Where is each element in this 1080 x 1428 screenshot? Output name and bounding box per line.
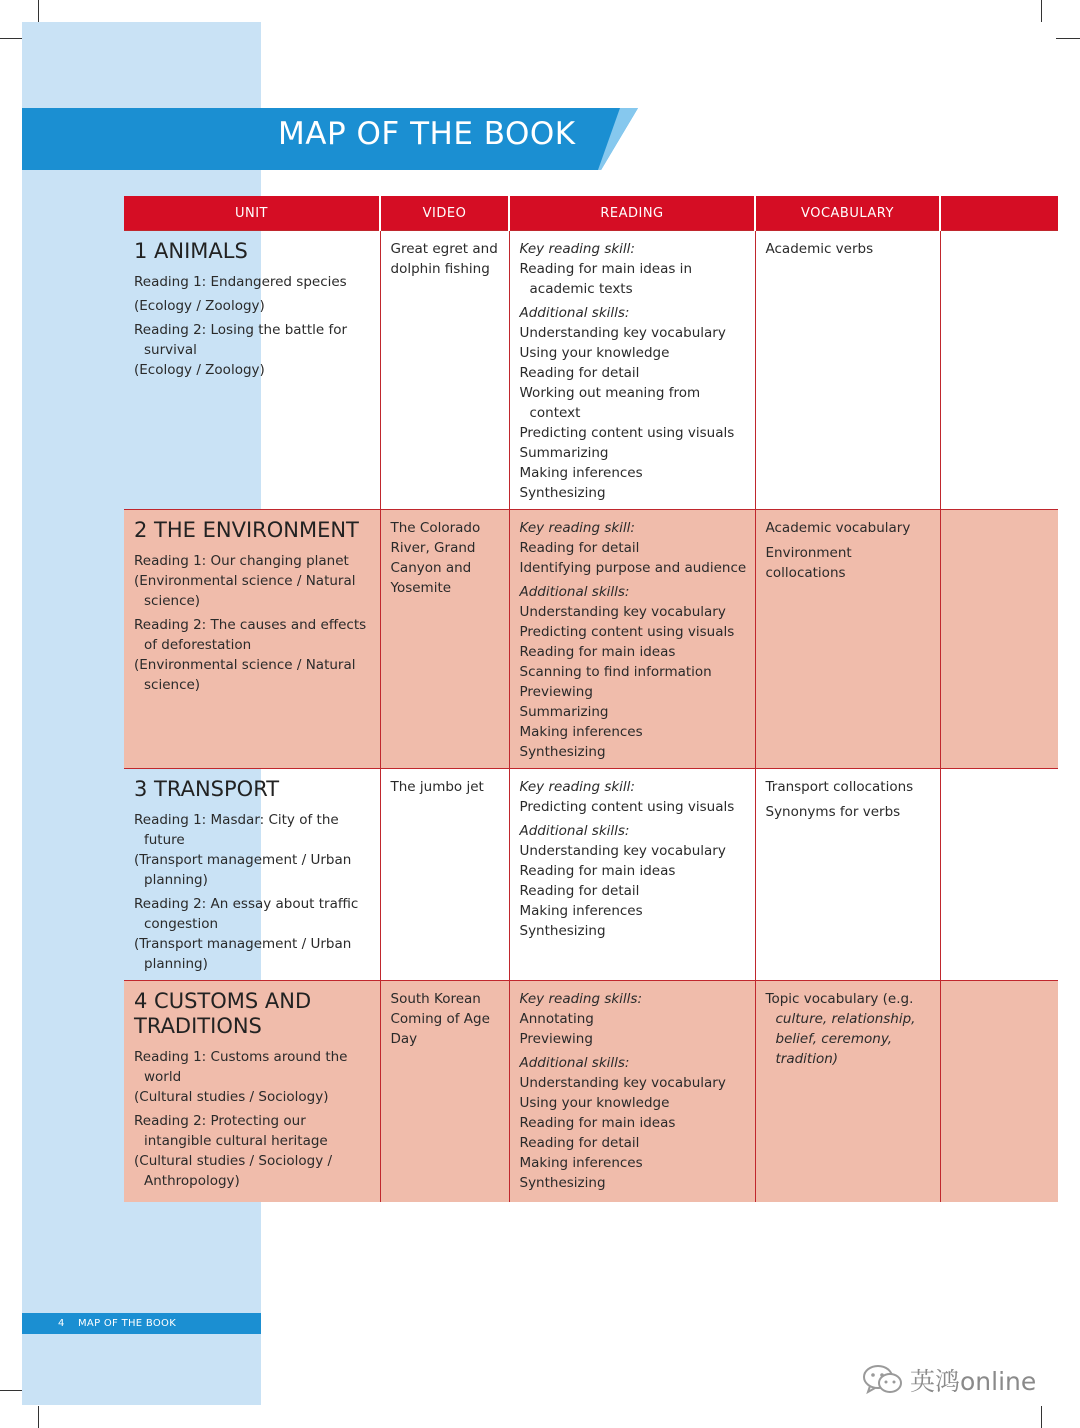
skill-item: Synthesizing [519, 744, 606, 760]
reading-title: Reading 1: Masdar: City of the future [134, 812, 339, 848]
skill-item: Reading for detail [519, 1135, 640, 1151]
watermark [862, 1362, 1036, 1398]
footer-label: MAP OF THE BOOK [78, 1318, 177, 1329]
video-cell: The jumbo jet [380, 769, 509, 981]
reading-cell [509, 231, 755, 510]
subject-area: (Ecology / Zoology) [134, 298, 265, 314]
crop-mark [1041, 0, 1042, 22]
skill-item: Predicting content using visuals [519, 799, 735, 815]
skill-item: Reading for main ideas [519, 644, 676, 660]
subject-area: (Cultural studies / Sociology) [134, 1089, 329, 1105]
unit-title: 1 ANIMALS [134, 239, 248, 263]
vocabulary-item: Academic vocabulary [765, 520, 911, 536]
vocabulary-item: Transport collocations [765, 779, 914, 795]
vocabulary-cell [755, 769, 940, 981]
skill-item: Making inferences [519, 724, 643, 740]
key-skill-label: Key reading skill: [519, 779, 635, 795]
skill-item: Synthesizing [519, 923, 606, 939]
video-cell: The Colorado River, Grand Canyon and Yosemite [380, 510, 509, 769]
skill-item: Summarizing [519, 445, 609, 461]
reading-title: Reading 2: Losing the battle for survival [134, 322, 348, 358]
skill-item: Making inferences [519, 1155, 643, 1171]
skill-item: Reading for main ideas in academic texts [519, 261, 692, 297]
reading-title: Reading 1: Customs around the world [134, 1049, 348, 1085]
skill-item: Predicting content using visuals [519, 624, 735, 640]
unit-cell [124, 231, 380, 510]
skill-item: Predicting content using visuals [519, 425, 735, 441]
skill-item: Reading for main ideas [519, 863, 676, 879]
skill-item: Understanding key vocabulary [519, 325, 726, 341]
skill-item: Using your knowledge [519, 345, 670, 361]
skill-item: Synthesizing [519, 485, 606, 501]
reading-title: Reading 2: The causes and effects of deforestation [134, 617, 367, 653]
unit-title: 3 TRANSPORT [134, 777, 280, 801]
key-skill-label: Key reading skill: [519, 520, 635, 536]
skill-item: Understanding key vocabulary [519, 1075, 726, 1091]
vocabulary-item: Topic vocabulary (e.g. [765, 991, 914, 1007]
crop-mark [0, 38, 24, 39]
vocabulary-cell [755, 510, 940, 769]
skill-item: Making inferences [519, 465, 643, 481]
video-cell: Great egret and dolphin fishing [380, 231, 509, 510]
empty-cell [940, 981, 1058, 1202]
header-unit: UNIT [124, 196, 380, 231]
skill-item: Summarizing [519, 704, 609, 720]
reading-title: Reading 2: Protecting our intangible cultural heritage [134, 1113, 328, 1149]
crop-mark [0, 1390, 24, 1391]
skill-item: Reading for detail [519, 540, 640, 556]
unit-title: 4 CUSTOMS AND TRADITIONS [134, 989, 312, 1038]
crop-mark [38, 0, 39, 22]
skill-item: Reading for detail [519, 883, 640, 899]
key-skill-label: Key reading skill: [519, 241, 635, 257]
video-cell: South Korean Coming of Age Day [380, 981, 509, 1202]
page-title: MAP OF THE BOOK [278, 116, 576, 152]
vocabulary-cell [755, 981, 940, 1202]
table-row [124, 231, 1058, 510]
vocabulary-cell [755, 231, 940, 510]
skill-item: Scanning to find information [519, 664, 712, 680]
reading-title: Reading 1: Endangered species [134, 274, 347, 290]
subject-area: (Environmental science / Natural science) [134, 657, 356, 693]
skill-item: Understanding key vocabulary [519, 843, 726, 859]
key-skill-label: Key reading skills: [519, 991, 643, 1007]
footer-bar [22, 1313, 261, 1334]
table-row [124, 981, 1058, 1202]
skill-item: Annotating [519, 1011, 594, 1027]
subject-area: (Environmental science / Natural science) [134, 573, 356, 609]
reading-cell [509, 510, 755, 769]
empty-cell [940, 769, 1058, 981]
subject-area: (Ecology / Zoology) [134, 362, 265, 378]
additional-skills-label: Additional skills: [519, 1055, 630, 1071]
crop-mark [1056, 38, 1080, 39]
unit-cell [124, 769, 380, 981]
vocabulary-item: Environment collocations [765, 545, 852, 581]
reading-cell [509, 981, 755, 1202]
skill-item: Using your knowledge [519, 1095, 670, 1111]
vocabulary-examples: culture, relationship, belief, ceremony, tradition) [775, 1011, 916, 1067]
crop-mark [1041, 1406, 1042, 1428]
table-row [124, 510, 1058, 769]
empty-cell [940, 510, 1058, 769]
additional-skills-label: Additional skills: [519, 305, 630, 321]
skill-item: Making inferences [519, 903, 643, 919]
subject-area: (Transport management / Urban planning) [134, 852, 352, 888]
wechat-icon [862, 1363, 904, 1397]
table-header-row [124, 196, 1058, 231]
additional-skills-label: Additional skills: [519, 823, 630, 839]
subject-area: (Cultural studies / Sociology / Anthropology) [134, 1153, 333, 1189]
reading-title: Reading 2: An essay about traffic congestion [134, 896, 359, 932]
map-table [124, 196, 1058, 1202]
skill-item: Reading for main ideas [519, 1115, 676, 1131]
page-number: 4 [58, 1318, 65, 1329]
header-vocabulary: VOCABULARY [755, 196, 940, 231]
unit-title: 2 THE ENVIRONMENT [134, 518, 359, 542]
vocabulary-item: Synonyms for verbs [765, 804, 901, 820]
header-reading: READING [509, 196, 755, 231]
watermark-text: 英鸿online [910, 1367, 1037, 1396]
skill-item: Reading for detail [519, 365, 640, 381]
header-video: VIDEO [380, 196, 509, 231]
skill-item: Previewing [519, 1031, 593, 1047]
skill-item: Identifying purpose and audience [519, 560, 747, 576]
reading-cell [509, 769, 755, 981]
skill-item: Synthesizing [519, 1175, 606, 1191]
reading-title: Reading 1: Our changing planet [134, 553, 349, 569]
crop-mark [38, 1406, 39, 1428]
table-row [124, 769, 1058, 981]
empty-cell [940, 231, 1058, 510]
additional-skills-label: Additional skills: [519, 584, 630, 600]
skill-item: Previewing [519, 684, 593, 700]
unit-cell [124, 510, 380, 769]
vocabulary-item: Academic verbs [765, 241, 874, 257]
skill-item: Understanding key vocabulary [519, 604, 726, 620]
header-empty [940, 196, 1058, 231]
subject-area: (Transport management / Urban planning) [134, 936, 352, 972]
skill-item: Working out meaning from context [519, 385, 701, 421]
unit-cell [124, 981, 380, 1202]
